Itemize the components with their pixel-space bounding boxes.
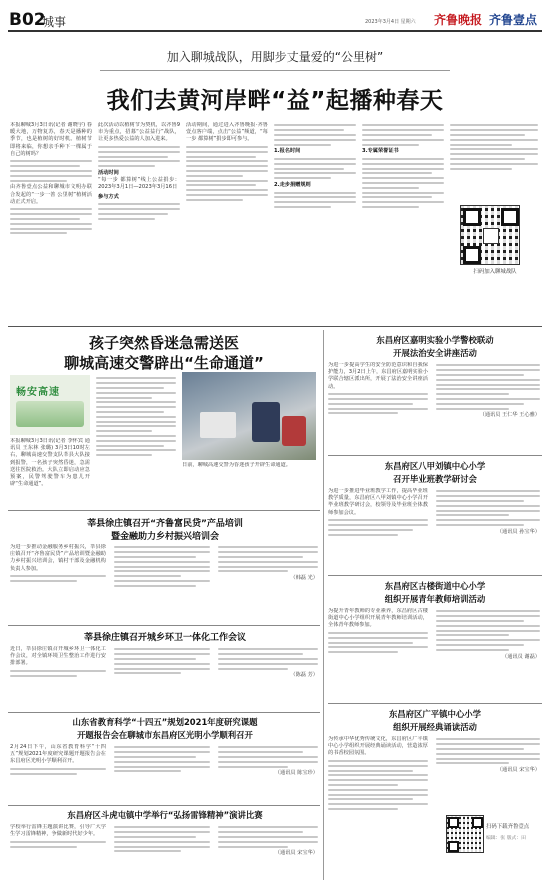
m3-col-3: [218, 744, 318, 802]
m3-col-1: [10, 744, 106, 802]
m2-title: 莘县徐庄镇召开城乡环卫一体化工作会议: [83, 633, 246, 643]
r4-col-1: [328, 736, 428, 876]
m3-text: 2月24日下午，山东省教育科学“十四五”规划2021年度研究课题开题报告会在东昌府区光明小学顺利召开。: [10, 744, 106, 765]
r4-credit: （通讯员 宋宝华）: [496, 767, 540, 774]
qr-caption-join: 扫码加入聊城战队: [473, 269, 517, 275]
r2-title-line2: 召开毕业班教学研讨会: [393, 474, 477, 484]
r3-credit: （通讯员 谢磊）: [502, 653, 540, 660]
lead-title: 我们去黄河岸畔“益”起播种春天: [106, 88, 444, 114]
r1-col-1: [328, 362, 428, 452]
label-rule: 2.走步捐赠规则: [274, 181, 311, 188]
m1-title-line1: 莘县徐庄镇召开“齐鲁富民贷”产品培训: [87, 519, 243, 529]
r1-col-2: [436, 362, 540, 452]
qr-app-caption: 扫码下载齐鲁壹点: [486, 824, 530, 830]
lead-col-2: [98, 122, 180, 322]
m4-text: 学校举行雷锋主题演讲比赛，引导广大学生学习雷锋精神，争做新时代好少年。: [10, 824, 106, 838]
article2-col-2: [96, 375, 176, 508]
lead-col-3: [186, 122, 268, 322]
m4-title: 东昌府区斗虎屯镇中学举行“弘扬雷锋精神”演讲比赛: [67, 810, 263, 820]
m4-col-3: [218, 824, 318, 880]
label-event-time: 1.报名时间: [274, 148, 301, 155]
article2-title-line1: 孩子突然昏迷急需送医: [88, 334, 239, 352]
r4-title-line2: 组织开展经典诵读活动: [393, 722, 477, 732]
article2-bottom-rule: [8, 510, 320, 511]
r2-bottom-rule: [328, 575, 542, 576]
paper-name-blue: 齐鲁壹点: [489, 13, 538, 27]
r3-col-1: [328, 608, 428, 700]
lead-col-1: [10, 122, 92, 322]
r2-credit: （通讯员 孙宝华）: [496, 528, 540, 535]
r3-bottom-rule: [328, 703, 542, 704]
m3-credit: （通讯员 陈宝珍）: [274, 770, 318, 777]
m1-col-2: [114, 544, 210, 622]
method-text: “每一步 都算树”线上公益捐步：2023年3月1日—2023年3月16日: [98, 177, 180, 191]
m4-credit: （通讯员 宋宝华）: [274, 850, 318, 857]
label-method: 活动时间: [98, 169, 119, 176]
qr-code-join[interactable]: [460, 205, 520, 265]
m2-credit: （陈磊 芳）: [290, 672, 318, 679]
m1-col-3: [218, 544, 318, 622]
issue-date: 2023年3月4日 星期六: [365, 19, 416, 25]
label-join: 参与方式: [98, 193, 119, 200]
m1-col-1: [10, 544, 106, 622]
r2-title-line1: 东昌府区八甲刘镇中心小学: [384, 461, 486, 471]
r1-title-line2: 开展法治安全讲座活动: [393, 348, 477, 358]
r3-text: 为提升青年教师的专业素养，东昌府区古楼街道中心小学组织开展青年教师培训活动，全体青年教师参加。: [328, 608, 428, 629]
r4-col-2: [436, 736, 540, 814]
m2-col-3: [218, 646, 318, 708]
page-number: B02: [9, 10, 46, 30]
m2-bottom-rule: [8, 712, 320, 713]
m3-bottom-rule: [8, 805, 320, 806]
m1-text: 为进一步推动金融服务乡村振兴，莘县徐庄镇召开“齐鲁富民贷”产品培训暨金融助力乡村振兴培训会，镇村干部及金融机构负责人参加。: [10, 544, 106, 572]
m4-col-2: [114, 824, 210, 880]
lead-para-2: 由齐鲁壹点公益和聊城市文明办联合发起的“一步一善 公里树”植树活动正式开启。: [10, 184, 92, 205]
label-plant: 3.专属荣誉证书: [362, 148, 399, 155]
lead-para-1: 本报聊城3月3日讯(记者 谢晓宇) 春暖大地，万物复苏，春天是播种的季节，也是植树的好时机。植树节即将来临，你想亲手种下一棵属于自己的树吗？: [10, 122, 92, 157]
r4-title-line1: 东昌府区广平镇中心小学: [388, 709, 482, 719]
lead-para-3: 此次活动以植树节为契机，以齐鲁9市为重点，招募“公益益行”战队，让更多热爱公益的人加入进来。: [98, 122, 180, 143]
lead-col-4: [274, 122, 356, 322]
rescue-photo: [182, 372, 316, 460]
lead-col-6: [450, 122, 538, 202]
lead-kicker-rule-left: [100, 70, 450, 71]
r2-col-2: [436, 488, 540, 572]
photo-caption: 日前，聊城高速交警为昏迷孩子开辟生命通道。: [182, 462, 291, 468]
r3-col-2: [436, 608, 540, 700]
article2-col-1: [10, 438, 90, 508]
r4-text: 为传承中华优秀传统文化，东昌府区广平镇中心小学组织开展经典诵读活动，营造浓厚的书香校园氛围。: [328, 736, 428, 757]
masthead: [0, 0, 550, 32]
r1-text: 为进一步提高学生的安全防范意识和自我保护能力，3月2日上午，东昌府区嘉明实验小学联合辖区派出所，开展了法治安全讲座活动。: [328, 362, 428, 390]
lead-col-5: [362, 122, 444, 322]
lead-kicker: 加入聊城战队，用脚步丈量爱的“公里树”: [166, 50, 384, 64]
qr-code-app[interactable]: [446, 815, 484, 853]
m1-bottom-rule: [8, 625, 320, 626]
m3-title-line2: 开题报告会在聊城市东昌府区光明小学顺利召开: [77, 730, 253, 740]
m1-title-line2: 暨金融助力乡村振兴培训会: [110, 532, 219, 542]
r1-title-line1: 东昌府区嘉明实验小学警校联动: [376, 335, 494, 345]
masthead-rule: [8, 30, 542, 32]
m3-col-2: [114, 744, 210, 802]
r1-bottom-rule: [328, 455, 542, 456]
article2-title-line2: 聊城高速交警辟出“生命通道”: [64, 354, 264, 372]
article2-text: 本报聊城3月3日讯(记者 李怀宾 通讯员 王东林 张璐) 3月3日10时左右，聊城高速交警支队莘县大队接到报警，一名孩子突然昏迷，急需送往医院救治。大队立即启动应急预案，民警驾驶警车为患儿开辟“生命通道”。: [10, 438, 90, 488]
join-text: 活动期间，通过进入齐鲁晚报·齐鲁壹点客户端，点击“公益”频道，“每一步 都算树”捐步即可参与。: [186, 122, 268, 143]
lead-bottom-rule: [8, 326, 542, 327]
m2-col-1: [10, 646, 106, 708]
r3-title-line1: 东昌府区古楼街道中心小学: [384, 581, 486, 591]
r1-credit: （通讯员 王仁华 王心雅）: [479, 412, 540, 419]
qr-app-sub: 编辑：张 版式：田: [486, 836, 526, 841]
m3-title-line1: 山东省教育科学“十四五”规划2021年度研究课题: [72, 717, 258, 727]
m1-credit: （韩磊 光）: [290, 575, 318, 582]
r2-col-1: [328, 488, 428, 572]
m4-col-1: [10, 824, 106, 880]
highway-logo: [10, 375, 90, 435]
section-name: 城事: [42, 15, 67, 29]
paper-name-red: 齐鲁晚报: [434, 13, 483, 27]
logo-text: 畅安高速: [16, 387, 60, 398]
m2-text: 近日，莘县徐庄镇召开城乡环卫一体化工作会议，对全镇环境卫生整治工作进行安排部署。: [10, 646, 106, 667]
r2-text: 为进一步推进毕业班教学工作，提高毕业班教学质量，东昌府区八甲刘镇中心小学召开毕业班教学研讨会，校领导及毕业班全体教师参加会议。: [328, 488, 428, 516]
r3-title-line2: 组织开展青年教师培训活动: [384, 594, 486, 604]
m2-col-2: [114, 646, 210, 708]
column-divider: [323, 330, 324, 880]
